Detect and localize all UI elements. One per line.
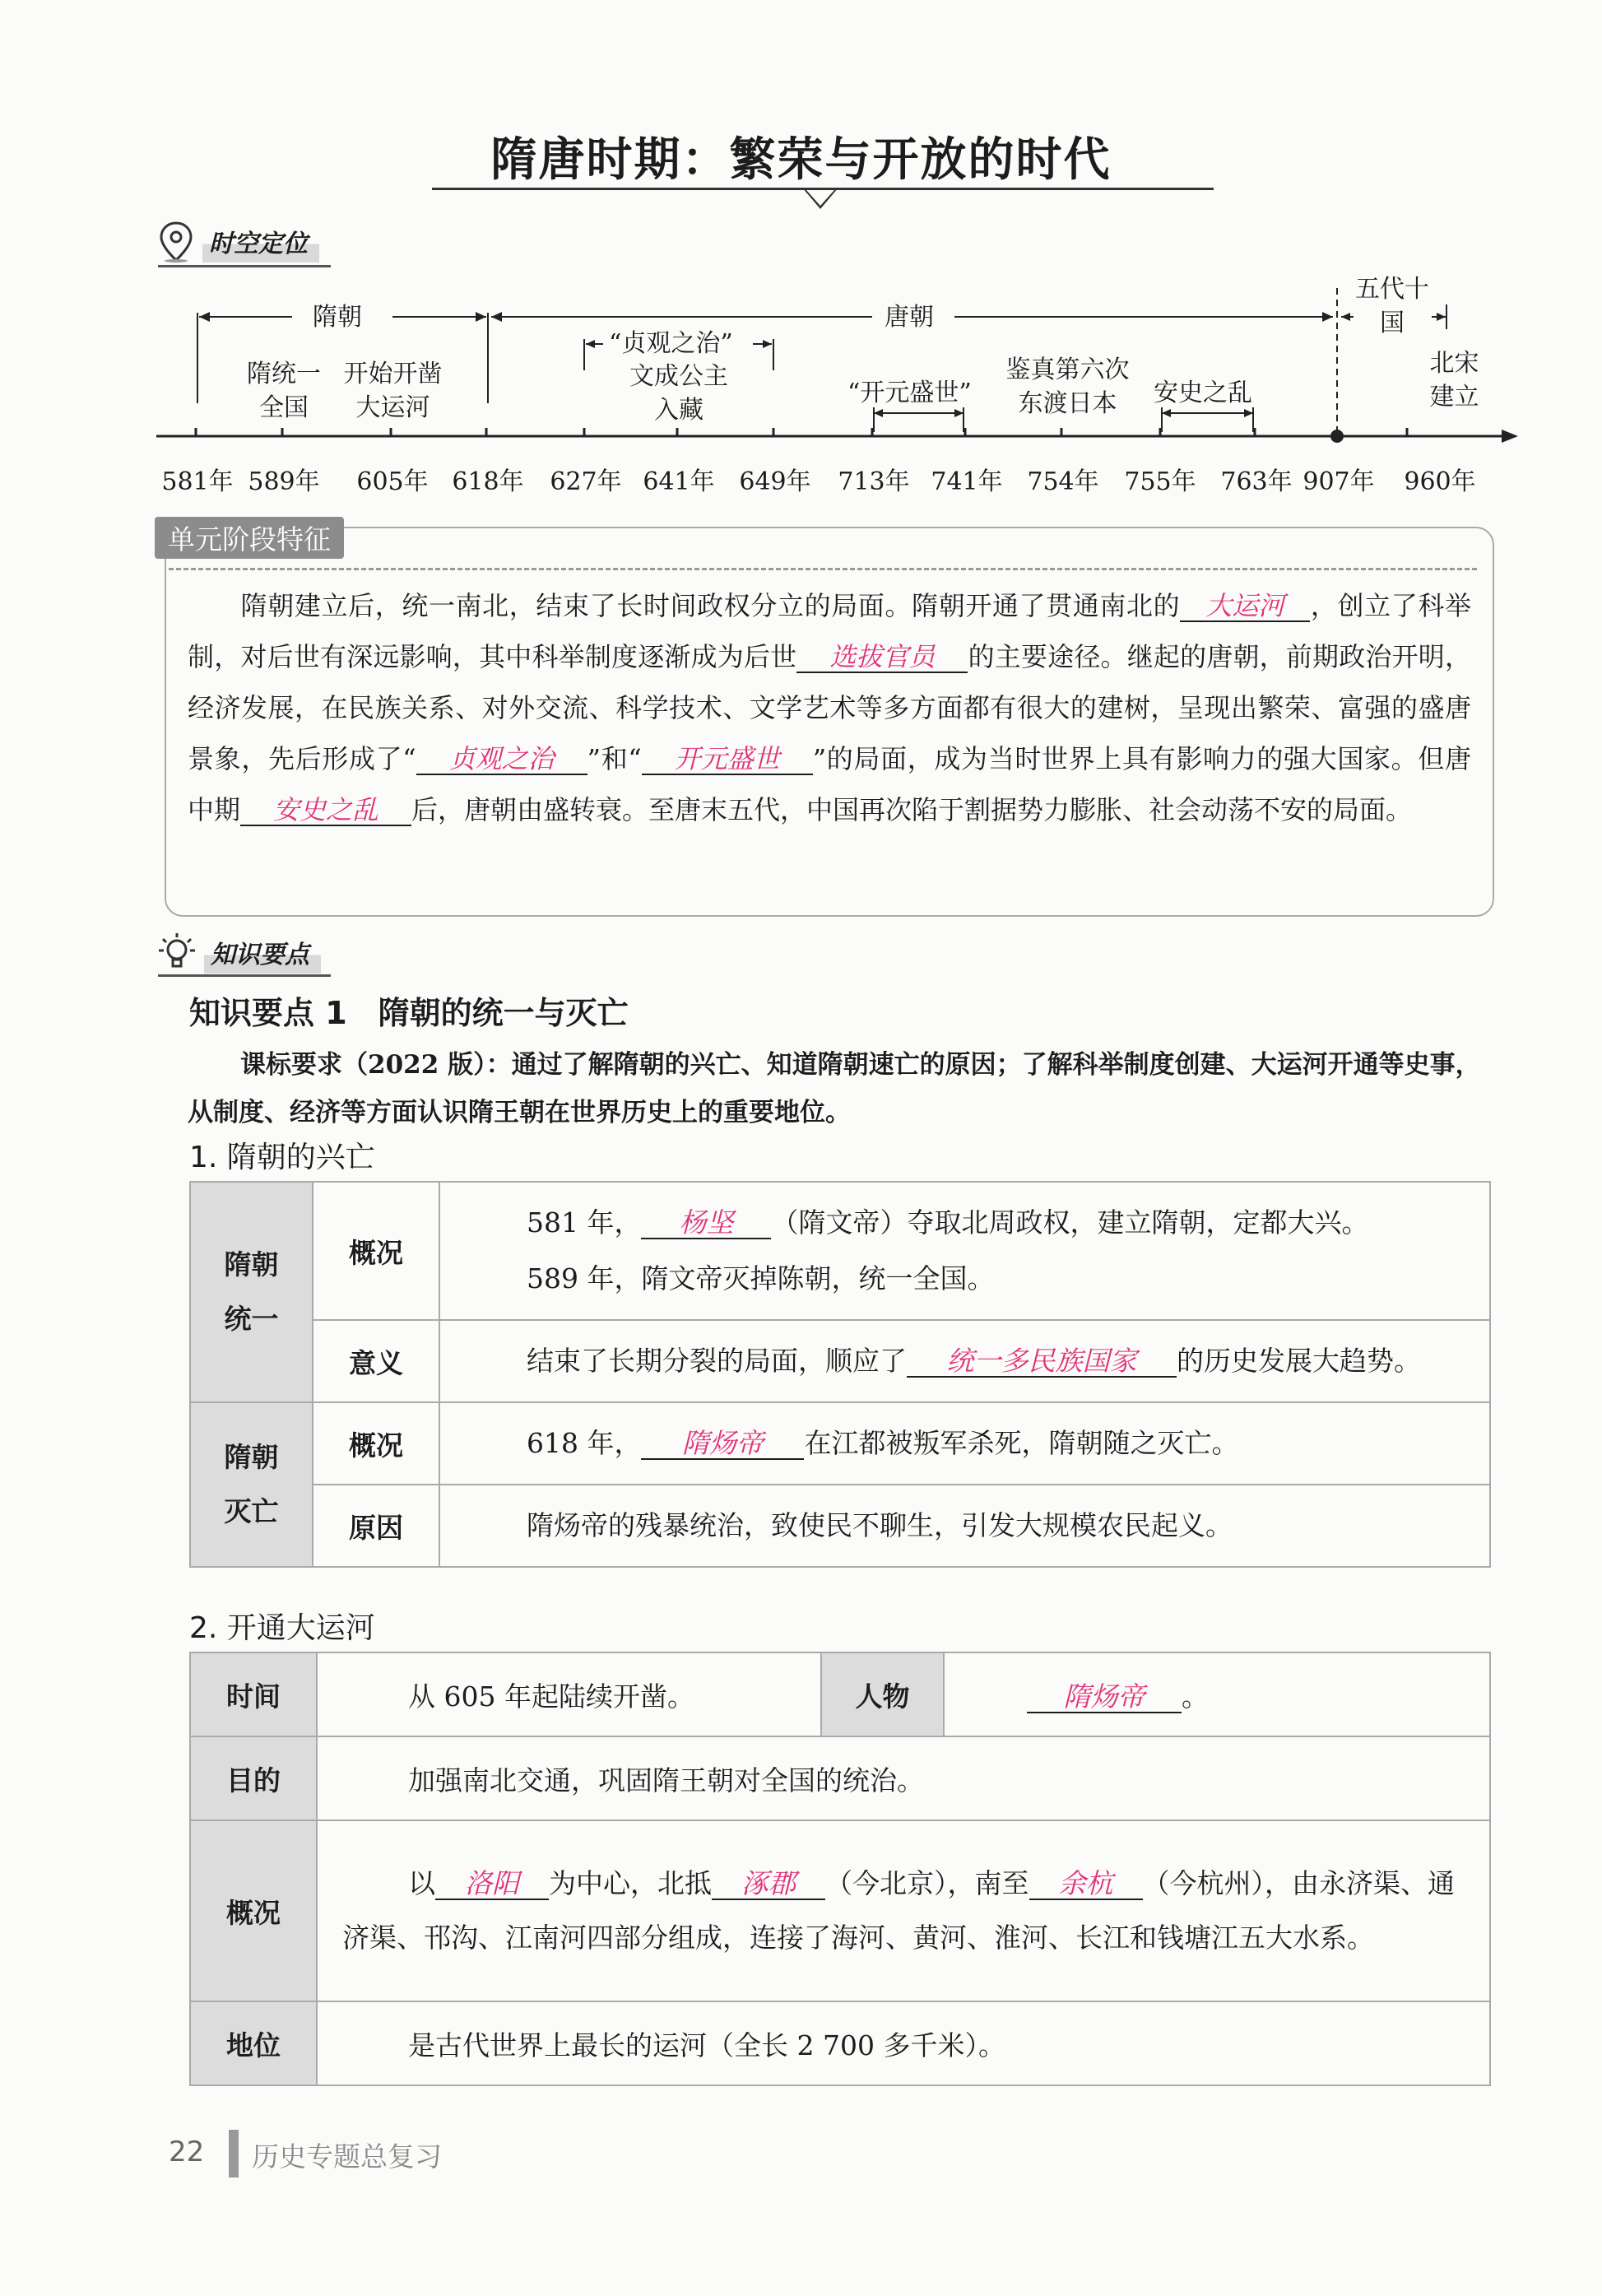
answer-blank: 洛阳 [435, 1869, 549, 1900]
location-pin-icon [158, 221, 194, 263]
footer-divider [229, 2130, 239, 2177]
cell-person: 隋炀帝 。 [944, 1652, 1490, 1736]
answer-blank: 大运河 [1180, 592, 1310, 622]
label-overview: 概况 [190, 1820, 317, 2001]
answer-blank: 涿郡 [712, 1869, 825, 1900]
event-canal: 开始开凿大运河 [343, 360, 443, 422]
year-label: 907年 [1302, 467, 1375, 496]
answer-blank: 安史之乱 [240, 796, 411, 826]
page-number: 22 [169, 2136, 205, 2168]
section-knowledge [158, 932, 321, 974]
cell-time: 从 605 年起陆续开凿。 [317, 1652, 821, 1736]
cell-unify-overview: 581 年， 杨坚 （隋文帝）夺取北周政权，建立隋朝，定都大兴。 589 年，隋文帝灭掉陈朝，统一全国。 [439, 1182, 1490, 1320]
section-time-space-label: 时空定位 [202, 221, 319, 263]
unit-features-label: 单元阶段特征 [155, 517, 344, 559]
knowledge-point-title: 知识要点 1 隋朝的统一与灭亡 [189, 995, 629, 1031]
answer-blank: 统一多民族国家 [907, 1346, 1177, 1378]
answer-blank: 选拔官员 [796, 643, 968, 673]
year-label: 713年 [838, 467, 910, 496]
event-anshi: 安史之乱 [1154, 379, 1252, 407]
lightbulb-icon [158, 932, 196, 974]
label-time: 时间 [190, 1652, 317, 1736]
year-label: 589年 [248, 467, 320, 496]
row-group-fall: 隋朝灭亡 [190, 1402, 313, 1567]
answer-blank: 开元盛世 [642, 745, 813, 775]
cell-canal-overview: 以 洛阳 为中心，北抵 涿郡 （今北京），南至 余杭 （今杭州），由永济渠、通济渠、邗沟、江南河四部分组成，连接了海河、黄河、淮河、长江和钱塘江五大水系。 [317, 1820, 1490, 2001]
event-wencheng: 文成公主入藏 [629, 362, 728, 425]
year-label: 960年 [1404, 467, 1476, 496]
answer-blank: 隋炀帝 [641, 1429, 804, 1460]
page-title: 隋唐时期：繁荣与开放的时代 [490, 133, 1112, 187]
year-label: 641年 [643, 467, 715, 496]
answer-blank: 贞观之治 [416, 745, 587, 775]
label-person: 人物 [821, 1652, 944, 1736]
section-knowledge-label: 知识要点 [204, 932, 321, 974]
label-meaning: 意义 [313, 1320, 439, 1402]
label-reason: 原因 [313, 1485, 439, 1567]
cell-status: 是古代世界上最长的运河（全长 2 700 多千米）。 [317, 2001, 1490, 2085]
period-five-dynasties: 五代十国 [1355, 275, 1429, 337]
cell-fall-reason: 隋炀帝的残暴统治，致使民不聊生，引发大规模农民起义。 [439, 1485, 1490, 1567]
event-zhenguan: “贞观之治” [609, 329, 733, 358]
cell-purpose: 加强南北交通，巩固隋王朝对全国的统治。 [317, 1736, 1490, 1820]
cell-unify-meaning: 结束了长期分裂的局面，顺应了 统一多民族国家 的历史发展大趋势。 [439, 1320, 1490, 1402]
section-time-space [158, 221, 319, 263]
event-jianzhen: 鉴真第六次东渡日本 [1005, 356, 1130, 418]
cell-fall-overview: 618 年， 隋炀帝 在江都被叛军杀死，隋朝随之灭亡。 [439, 1402, 1490, 1485]
year-label: 755年 [1124, 467, 1196, 496]
event-kaiyuan: “开元盛世” [847, 379, 972, 407]
year-label: 605年 [356, 467, 429, 496]
subheading-canal: 2. 开通大运河 [189, 1611, 375, 1645]
event-sui-unify: 隋统一全国 [247, 360, 321, 422]
answer-blank: 余杭 [1029, 1869, 1143, 1900]
timeline [152, 272, 1551, 518]
row-group-unify: 隋朝统一 [190, 1182, 313, 1402]
sui-rise-fall-table [189, 1181, 1491, 1568]
year-label: 581年 [161, 467, 234, 496]
label-purpose: 目的 [190, 1736, 317, 1820]
year-label: 763年 [1220, 467, 1293, 496]
book-title: 历史专题总复习 [252, 2140, 442, 2173]
answer-blank: 杨坚 [641, 1208, 771, 1239]
label-overview: 概况 [313, 1182, 439, 1320]
unit-features-text: 隋朝建立后，统一南北，结束了长时间政权分立的局面。隋朝开通了贯通南北的 大运河 ，创立了科举制，对后世有深远影响，其中科举制度逐渐成为后世 选拔官员 的主要途径。继起的唐朝，前期政治开明，经济发展，在民族关系、对外交流、科学技术、文学艺术等多方面都有很大的建树，呈现出繁荣、富强的盛唐景象，先后形成了“ 贞观之治 ”和“ 开元盛世 ”的局面，成为当时世界上具有影响力的强大国家。但唐中期 安史之乱 后，唐朝由盛转衰。至唐末五代，中国再次陷于割据势力膨胀、社会动荡不安的局面。 [188, 590, 1471, 825]
label-status: 地位 [190, 2001, 317, 2085]
period-tang: 唐朝 [885, 303, 934, 332]
period-sui: 隋朝 [313, 303, 362, 332]
event-song: 北宋建立 [1429, 349, 1479, 411]
year-label: 618年 [452, 467, 524, 496]
curriculum-requirement: 课标要求（2022 版）：通过了解隋朝的兴亡、知道隋朝速亡的原因；了解科举制度创建、大运河开通等史事，从制度、经济等方面认识隋王朝在世界历史上的重要地位。 [188, 1050, 1481, 1127]
subheading-rise-fall: 1. 隋朝的兴亡 [189, 1141, 375, 1174]
year-label: 741年 [931, 467, 1003, 496]
answer-blank: 隋炀帝 [1027, 1682, 1182, 1713]
year-label: 649年 [739, 467, 811, 496]
grand-canal-table [189, 1652, 1491, 2086]
year-label: 627年 [550, 467, 622, 496]
year-label: 754年 [1027, 467, 1099, 496]
label-overview: 概况 [313, 1402, 439, 1485]
